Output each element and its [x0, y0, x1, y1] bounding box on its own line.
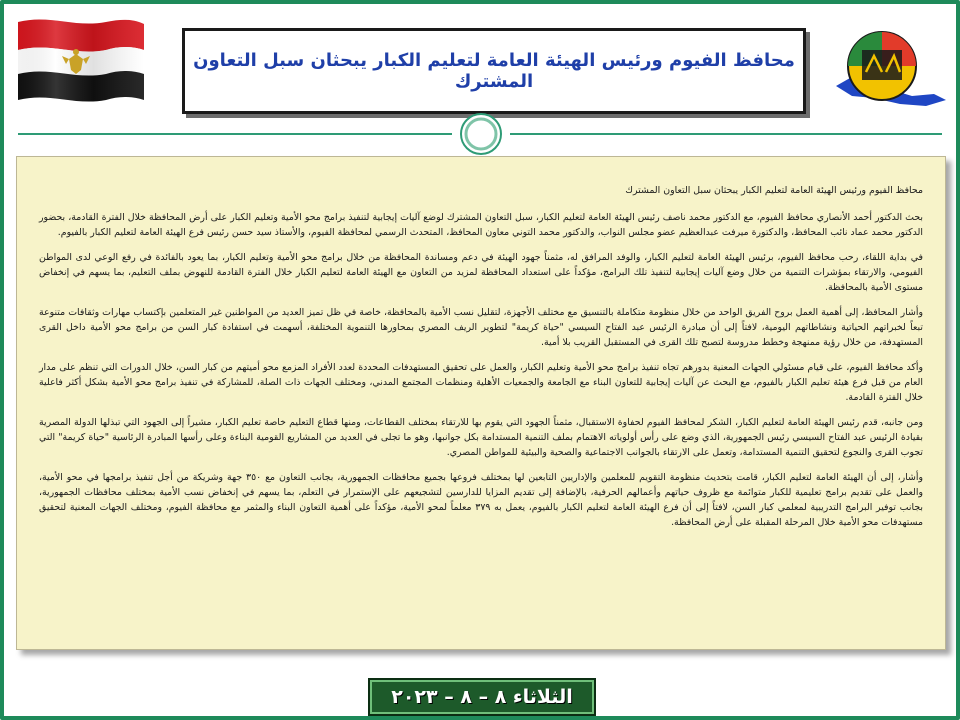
article-paragraph-2: في بداية اللقاء، رحب محافظ الفيوم، برئيس الهيئة العامة لتعليم الكبار، والوفد المرافق له، مثمناً جهود الهيئة في دعم ومساندة المحافظة من خلال برامج محو الأمية وتعليم الكبار، بما يعود بالفائدة في رفع الوعي لدى المواطن الفيومي، والارتقاء بمؤشرات التنمية من خلال وضع آليات إيجابية لتنفيذ تلك البرامج، مؤكداً على استعداد المحافظة لمزيد من التعاون مع الهيئة العامة لتعليم الكبار خلال الفترة القادمة للنهوض بملف التعليم، بما يسهم في إنخفاض مستوى الأمية بالمحافظة.: [39, 252, 923, 293]
article-paragraph-5: ومن جانبه، قدم رئيس الهيئة العامة لتعليم الكبار، الشكر لمحافظ الفيوم لحفاوة الاستقبال، مثمناً الجهود التي يقوم بها للارتقاء بمختلف القطاعات، ومنها قطاع التعليم خاصة تعليم الكبار، مشيراً إلى الجهود التي تبذلها الدولة المصرية بقيادة الرئيس عبد الفتاح السيسي رئيس الجمهورية، الذي وضع على رأس أولوياته الاهتمام بملف التنمية المستدامة بكل جوانبها، وهو ما تجلى في العديد من المشاريع القومية البناءة وعلى رأسها المبادرة الرئاسية "حياة كريمة" التي تجوب القرى والنجوع لتحقيق التنمية المستدامة، وتعمل على الارتقاء بالجوانب الاجتماعية والصحية والبيئية للمواطن المصري.: [39, 417, 923, 458]
egypt-flag-icon: [14, 14, 148, 106]
title-box: [182, 28, 806, 114]
article-body: [39, 183, 923, 540]
separator-line-left: [18, 133, 452, 135]
article-paragraph-4: وأكد محافظ الفيوم، على قيام مسئولي الجهات المعنية بدورهم تجاه تنفيذ برامج محو الأمية وتعليم الكبار، والعمل على تحقيق المستهدفات المحددة لعدد الأفراد المزمع محو أميتهم من كبار السن، خلال الدورات التي تنظم على مدار العام من قبل فرع هيئة تعليم الكبار بالفيوم، مع البحث عن آليات إيجابية للتعاون البناء مع الجامعة والجمعيات الأهلية ومنظمات المجتمع المدني، ومختلف الجهات ذات الصلة، للمشاركة في تنفيذ برامج محو الأمية بشكل أكثر فاعلية خلال الفترة القادمة.: [39, 362, 923, 403]
article-paragraph-3: وأشار المحافظ، إلى أهمية العمل بروح الفريق الواحد من خلال منظومة متكاملة بالتنسيق مع مختلف الأجهزة، لتقليل نسب الأمية بالمحافظة، خاصة في ظل تميز العديد من المواطنين غير المتعلمين بإكتساب مهارات وثقافات متنوعة تبعاً لخبراتهم الحياتية ونشاطاتهم اليومية، لافتاً إلى أن مبادرة الرئيس عبد الفتاح السيسي "حياة كريمة" لتطوير الريف المصري بمحاورها التنموية المختلفة، أسهمت في استفادة كبار السن من برامج محو الأمية داخل القرى المستهدفة، من خلال رؤية ممنهجة وخطط مدروسة لتصبح تلك القرى في المستقبل القريب بلا أمية.: [39, 307, 923, 348]
separator-line-right: [510, 133, 942, 135]
page-title: محافظ الفيوم ورئيس الهيئة العامة لتعليم الكبار يبحثان سبل التعاون المشترك: [193, 50, 795, 92]
article-paragraph-1: بحث الدكتور أحمد الأنصاري محافظ الفيوم، مع الدكتور محمد ناصف رئيس الهيئة العامة لتعليم الكبار، سبل التعاون المشترك لوضع آليات إيجابية لتنفيذ برامج محو الأمية وتعليم الكبار على أرض المحافظة خلال الفترة القادمة، بحضور الدكتور محمد عماد نائب المحافظ، والدكتورة ميرفت عبدالعظيم عضو مجلس النواب، والدكتور محمد التوني معاون المحافظ، المتحدث الرسمي لمحافظة الفيوم، والأستاذ سيد حسن رئيس فرع الهيئة العامة لتعليم الكبار بالفيوم.: [39, 212, 923, 238]
date-banner: [368, 678, 596, 716]
article-content-box: [16, 156, 946, 650]
ring-ornament-icon: [452, 110, 510, 158]
article-paragraph-6: وأشار، إلى أن الهيئة العامة لتعليم الكبار، قامت بتحديث منظومة التقويم للمعلمين والإداريين التابعين لها بمختلف فروعها بجميع محافظات الجمهورية، بجانب التعاون مع ٣٥٠ جهة وشريكة من أجل تنفيذ برامجها في محو الأمية، والعمل على تقديم برامج تعليمية للكبار متوائمة مع ظروف حياتهم وأعمالهم الحرفية، بالإضافة إلى تقديم المزايا للدارسين لتشجيعهم على الإستمرار في التعلم، بما يسهم في إنخفاض نسب الأمية بمختلف محافظات الجمهورية، بجانب توفير البرامج التدريبية لمعلمي كبار السن، لافتاً إلى أن فرع الهيئة العامة لتعليم الكبار بالفيوم، يعمل به ٣٧٩ معلماً لمحو الأمية، مؤكداً على أهمية التعاون البناء والمثمر مع محافظة الفيوم، ومختلف الجهات المعنية لتحقيق مستهدفات محو الأمية خلال المرحلة المقبلة على أرض المحافظة.: [39, 472, 924, 528]
date-text: الثلاثاء ٨ – ٨ – ٢٠٢٣: [391, 686, 573, 708]
article-lead: محافظ الفيوم ورئيس الهيئة العامة لتعليم الكبار يبحثان سبل التعاون المشترك: [625, 185, 923, 196]
logo-icon: [830, 20, 950, 120]
